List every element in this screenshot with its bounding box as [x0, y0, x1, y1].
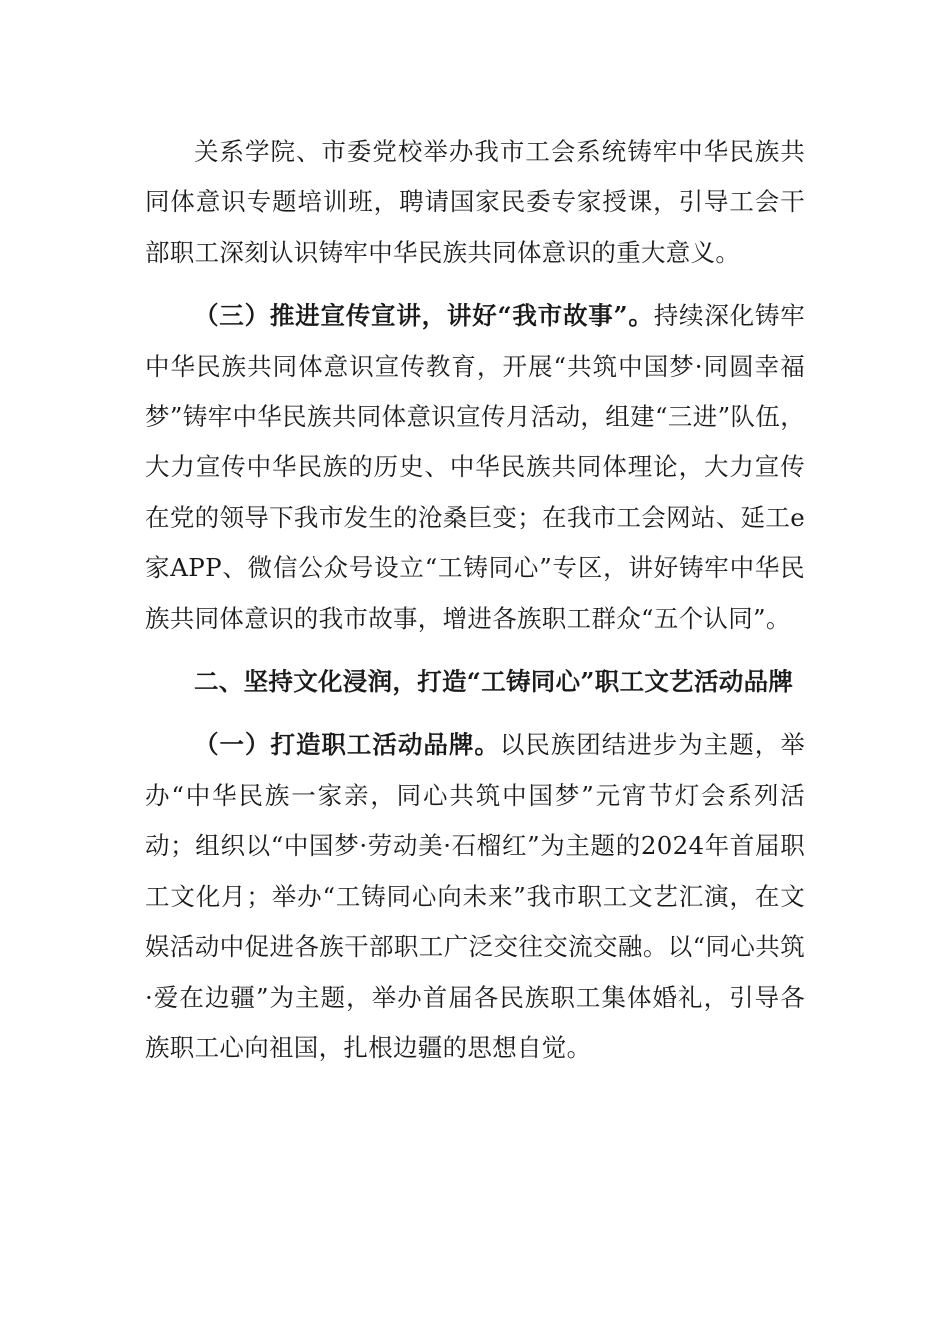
paragraph-text: 持续深化铸牢中华民族共同体意识宣传教育，开展“共筑中国梦·同圆幸福梦”铸牢中华民族共同体意识宣传月活动，组建“三进”队伍，大力宣传中华民族的历史、中华民族共同体理论，大力宣传在党的领导下我市发生的沧桑巨变；在我市工会网站、延工e家APP、微信公众号设立“工铸同心”专区，讲好铸牢中华民族共同体意识的我市故事，增进各族职工群众“五个认同”。 [145, 301, 805, 633]
subsection-heading-1: （一）打造职工活动品牌。 [194, 730, 500, 760]
subsection-heading-3: （三）推进宣传宣讲，讲好“我市故事”。 [194, 301, 654, 331]
section-title: 二、坚持文化浸润，打造“工铸同心”职工文艺活动品牌 [194, 667, 794, 697]
paragraph-gap [145, 278, 805, 291]
paragraph-gap [145, 644, 805, 657]
paragraph-activity-brand [145, 720, 805, 1073]
paragraph-text: 以民族团结进步为主题，举办“中华民族一家亲，同心共筑中国梦”元宵节灯会系列活动；组织以“中国梦·劳动美·石榴红”为主题的2024年首届职工文化月；举办“工铸同心向未来”我市职工文艺汇演，在文娱活动中促进各族干部职工广泛交往交流交融。以“同心共筑·爱在边疆”为主题，举办首届各民族职工集体婚礼，引导各族职工心向祖国，扎根边疆的思想自觉。 [145, 730, 805, 1062]
paragraph-publicity [145, 291, 805, 644]
paragraph-training-course [145, 127, 805, 278]
paragraph-text: 关系学院、市委党校举办我市工会系统铸牢中华民族共同体意识专题培训班，聘请国家民委专家授课，引导工会干部职工深刻认识铸牢中华民族共同体意识的重大意义。 [145, 137, 805, 267]
paragraph-gap [145, 707, 805, 720]
document-body [145, 127, 805, 1073]
section-heading-2 [145, 657, 805, 707]
